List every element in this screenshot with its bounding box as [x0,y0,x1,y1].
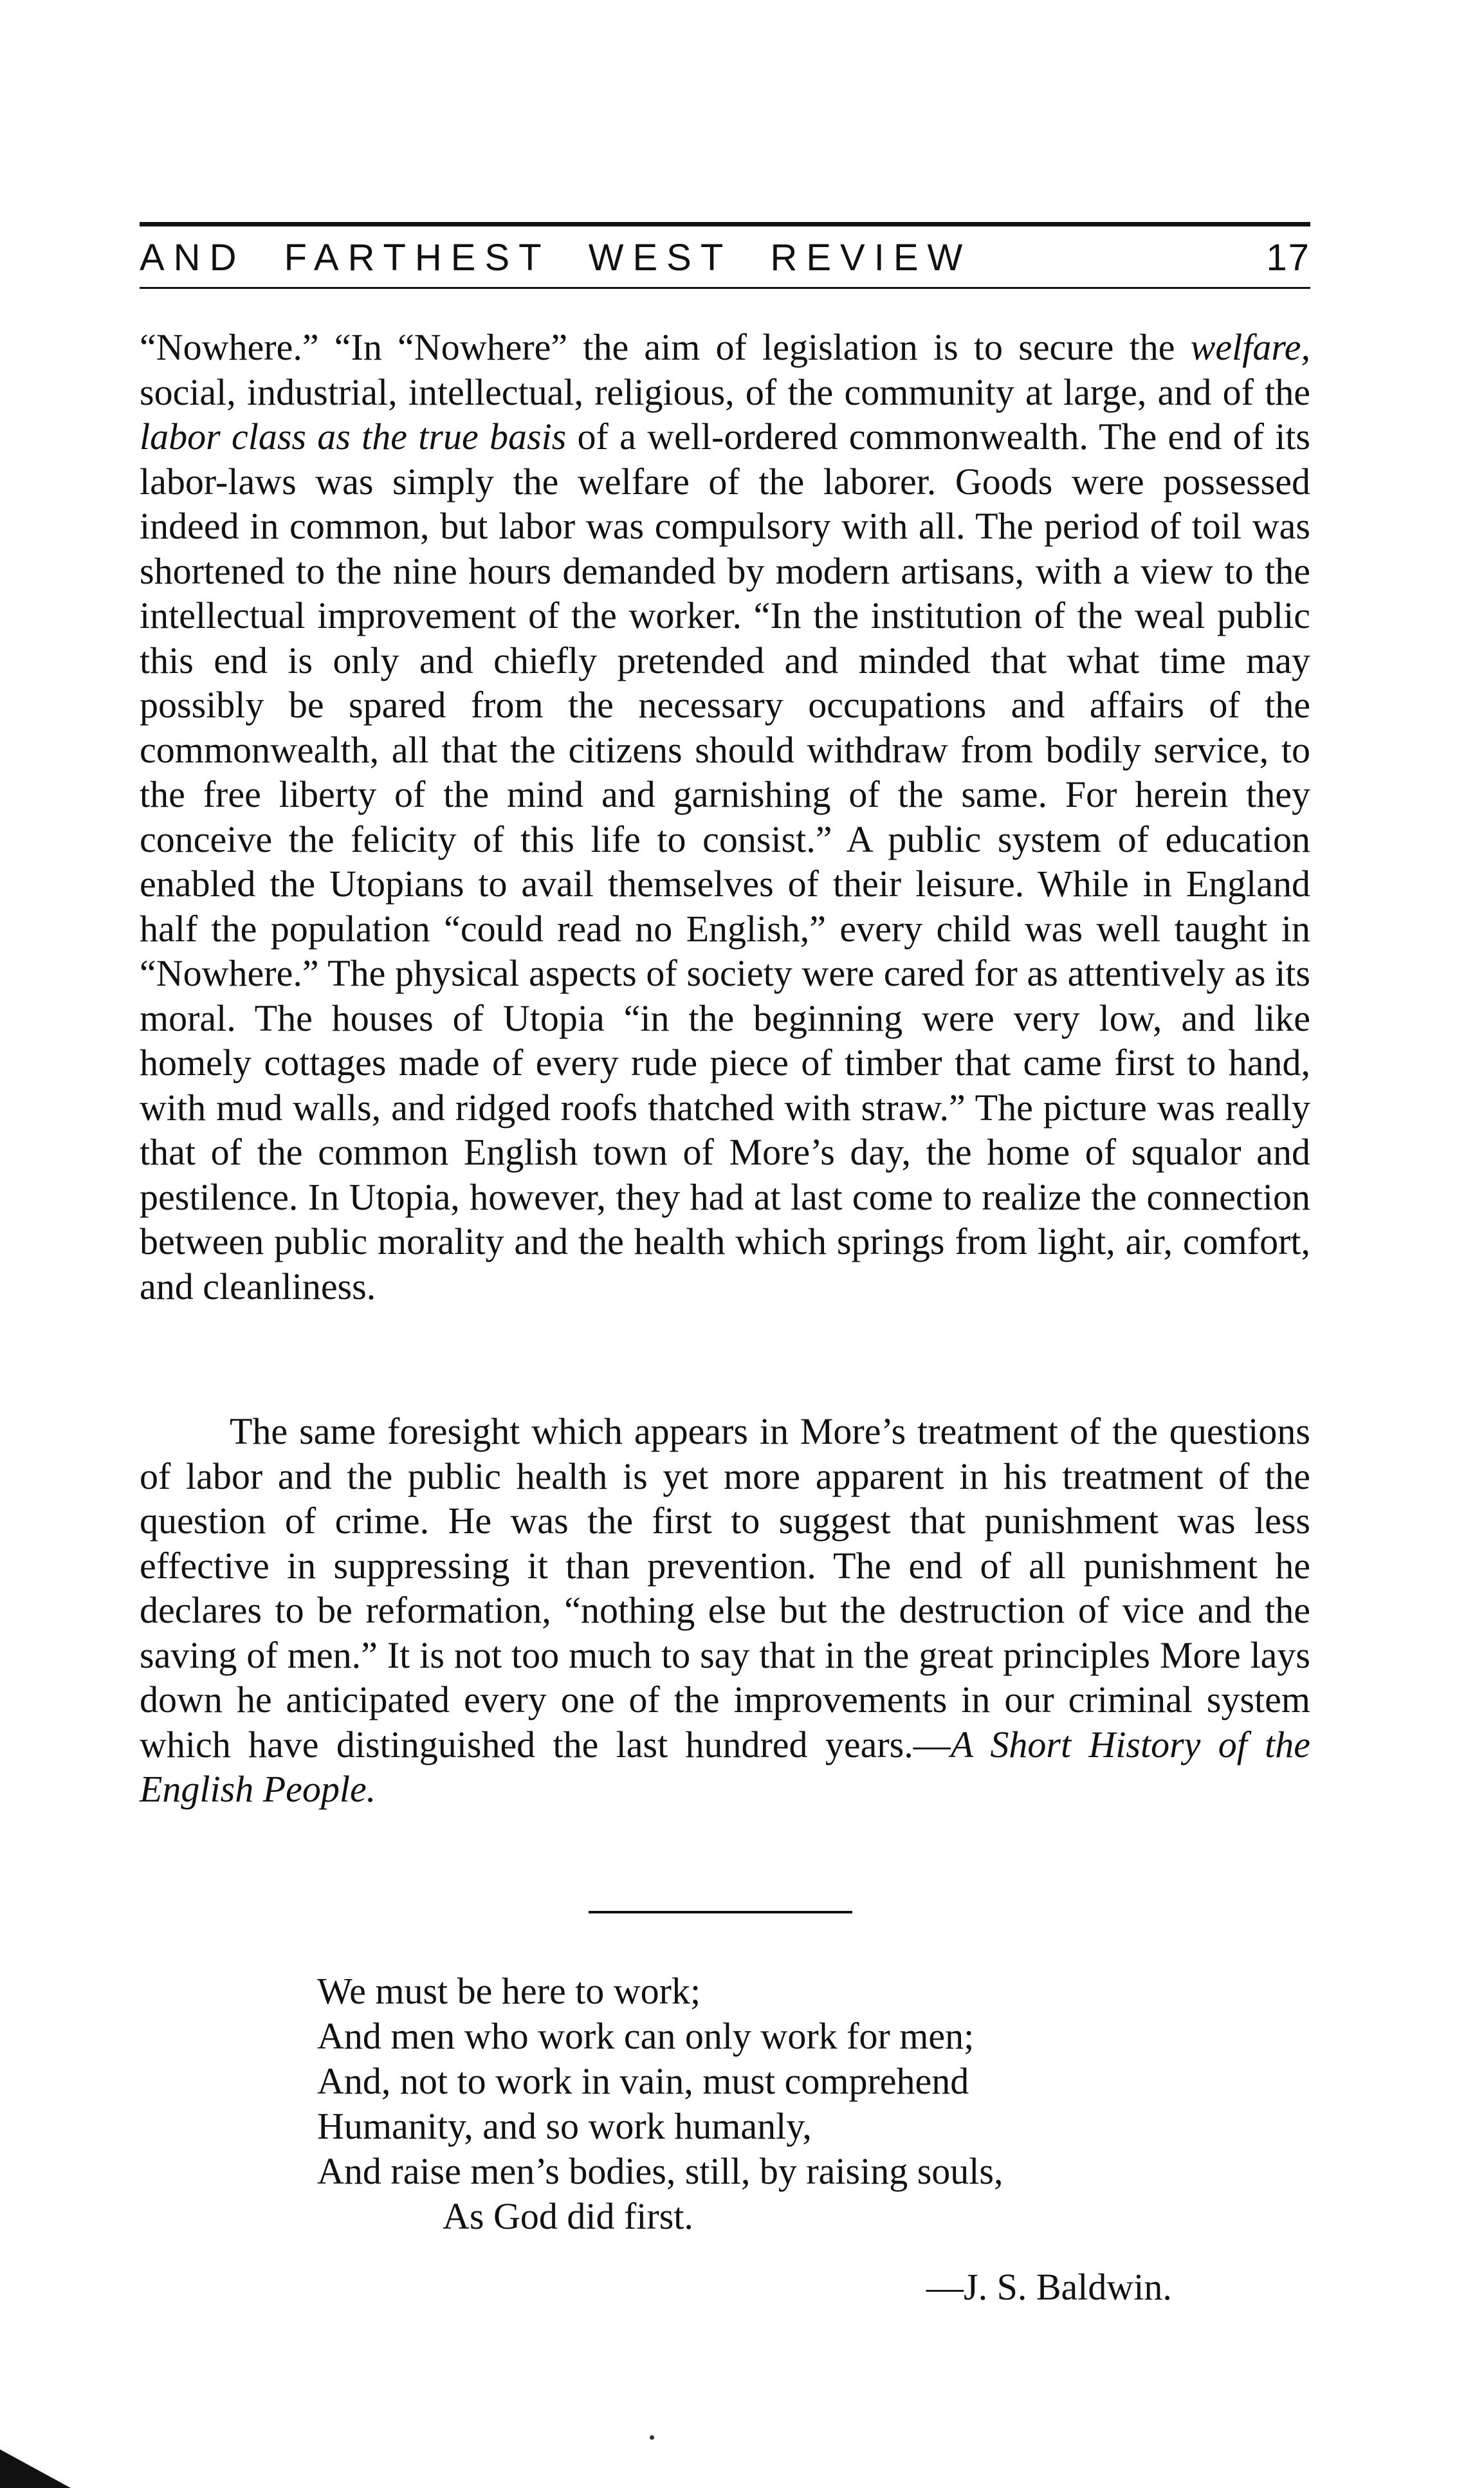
poem-line: As God did first. [443,2195,693,2237]
running-head-title: AND FARTHEST WEST REVIEW [140,237,972,279]
paragraph-text: of a well-ordered commonwealth. The end of its labor-laws was simply the welfare of the laborer. Goods were possessed indeed in common, but labor was compulsory with all. The period of toil was shortened to the nine hours demanded by modern artisans, with a view to the intellectual improvement of the worker. “In the institution of the weal public this end is only and chiefly pretended and minded that what time may possibly be spared from the necessary occupations and affairs of the commonwealth, all that the citizens should withdraw from bodily service, to the free liberty of the mind and garnishing of the same. For herein they conceive the felicity of this life to consist.” A public system of education enabled the Utopians to avail themselves of their leisure. While in England half the population “could read no English,” every child was well taught in “Nowhere.” The physical aspects of society were cared for as attentively as its moral. The houses of Utopia “in the beginning were very low, and like homely cottages made of every rude piece of timber that came first to hand, with mud walls, and ridged roofs thatched with straw.” The picture was really that of the common English town of More’s day, the home of squalor and pestilence. In Utopia, however, they had at last come to realize the connection between public morality and the health which springs from light, air, comfort, and cleanliness. [140,416,1310,1307]
body-paragraph-1 [140,325,1310,1309]
italic-text: labor class as the true basis [140,416,567,457]
poem-line: And men who work can only work for men; [317,2015,975,2057]
print-speck [650,2435,654,2440]
source-citation: A Short History of the English People. [140,1723,1310,1810]
poem-line: We must be here to work; [317,1970,701,2012]
poem-line: And, not to work in vain, must comprehend [317,2060,969,2102]
poem-attribution: —J. S. Baldwin. [926,2266,1172,2308]
header-top-rule [140,222,1310,226]
poem-line: Humanity, and so work humanly, [317,2105,812,2147]
running-header [140,233,1310,283]
header-bottom-rule [140,287,1310,289]
poem [317,1969,1003,2239]
page-number: 17 [1266,237,1310,279]
paragraph-text: social, industrial, intellectual, religious, of the community at large, and of the [140,371,1310,413]
italic-text: welfare, [1190,326,1310,368]
section-divider [589,1911,852,1913]
poem-line: And raise men’s bodies, still, by raising souls, [317,2150,1003,2192]
body-paragraph-2 [140,1409,1310,1812]
paragraph-text: “Nowhere.” “In “Nowhere” the aim of legislation is to secure the [140,326,1191,368]
paragraph-text: The same foresight which appears in More’s treatment of the questions of labor and the public health is yet more apparent in his treatment of the question of crime. He was the first to suggest that punishment was less effective in suppressing it than prevention. The end of all punishment he declares to be reformation, “nothing else but the destruction of vice and the saving of men.” It is not too much to say that in the great principles More lays down he anticipated every one of the improvements in our criminal system which have distinguished the last hundred years.— [140,1410,1310,1765]
page-corner-shadow [0,2449,71,2488]
